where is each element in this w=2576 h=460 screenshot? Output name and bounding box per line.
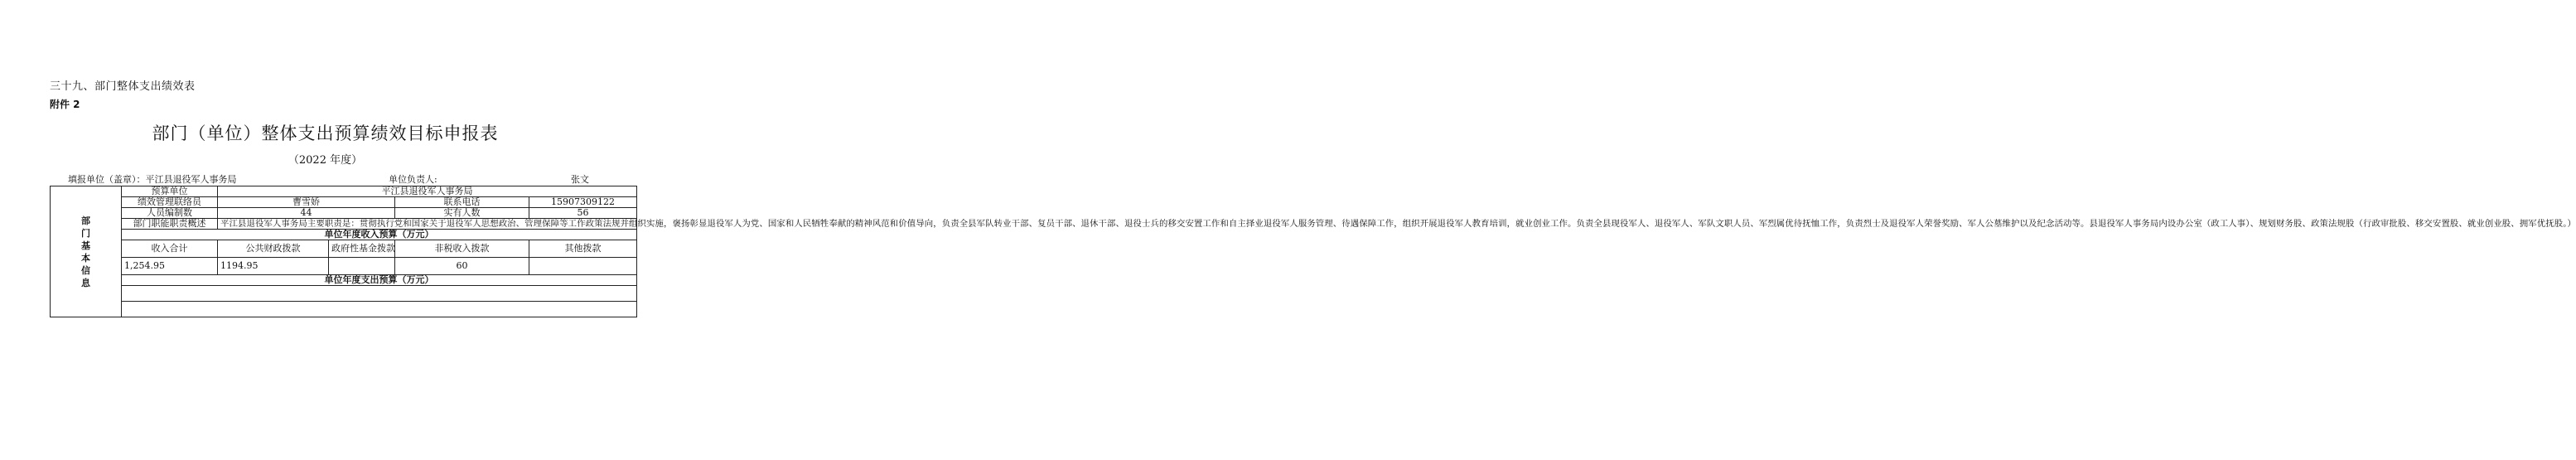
section-heading: 三十九、部门整体支出绩效表 xyxy=(50,80,196,93)
actual-label: 实有人数 xyxy=(395,208,529,219)
responsible-label: 单位负责人: xyxy=(389,174,437,185)
attachment-label: 附件 2 xyxy=(50,99,80,110)
side-label-cell xyxy=(51,186,122,317)
income-value-public: 1194.95 xyxy=(218,258,329,275)
income-header-nontax: 非税收入拨款 xyxy=(395,240,529,258)
contact-value: 曹雪娇 xyxy=(218,197,395,208)
budget-unit-label: 预算单位 xyxy=(122,186,218,197)
staff-label: 人员编制数 xyxy=(122,208,218,219)
duty-description: 平江县退役军人事务局主要职责是：贯彻执行党和国家关于退役军人思想政治、管理保障等工作政策法规并组织实施，褒扬彰显退役军人为党、国家和人民牺牲奉献的精神风范和价值导向，负责全县军队转业干部、复员干部、退休干部、退役士兵的移交安置工作和自主择业退役军人服务管理、待遇保障工作，组织开展退役军人教育培训，就业创业工作。负责全县现役军人、退役军人、军队文职人员、军烈属优待抚恤工作，负责烈士及退役军人荣誉奖励、军人公墓维护以及纪念活动等。县退役军人事务局内设办公室（政工人事）、规划财务股、政策法规股（行政审批股、移交安置股、就业创业股、拥军优抚股。） xyxy=(218,219,637,230)
income-band: 单位年度收入预算（万元） xyxy=(122,230,637,240)
income-value-other xyxy=(529,258,637,275)
contact-label: 绩效管理联络员 xyxy=(122,197,218,208)
side-label: 部门基本信息 xyxy=(81,215,90,288)
duty-label: 部门职能职责概述 xyxy=(122,219,218,230)
filling-unit: 填报单位（盖章）：平江县退役军人事务局 xyxy=(68,174,237,185)
expense-row xyxy=(122,302,637,317)
income-value-nontax: 60 xyxy=(395,258,529,275)
responsible-name: 张文 xyxy=(571,174,589,185)
income-header-total: 收入合计 xyxy=(122,240,218,258)
phone-label: 联系电话 xyxy=(395,197,529,208)
income-header-other: 其他拨款 xyxy=(529,240,637,258)
actual-value: 56 xyxy=(529,208,637,219)
expense-band: 单位年度支出预算（万元） xyxy=(122,275,637,286)
income-value-total: 1,254.95 xyxy=(122,258,218,275)
year-subtitle: （2022 年度） xyxy=(288,154,363,167)
phone-value: 15907309122 xyxy=(529,197,637,208)
staff-value: 44 xyxy=(218,208,395,219)
document-title: 部门（单位）整体支出预算绩效目标申报表 xyxy=(152,123,499,143)
income-value-fund xyxy=(329,258,395,275)
expense-row xyxy=(122,286,637,302)
income-header-fund: 政府性基金拨款 xyxy=(329,240,395,258)
budget-form-table xyxy=(50,186,2576,317)
budget-unit-value: 平江县退役军人事务局 xyxy=(218,186,637,197)
income-header-public: 公共财政拨款 xyxy=(218,240,329,258)
